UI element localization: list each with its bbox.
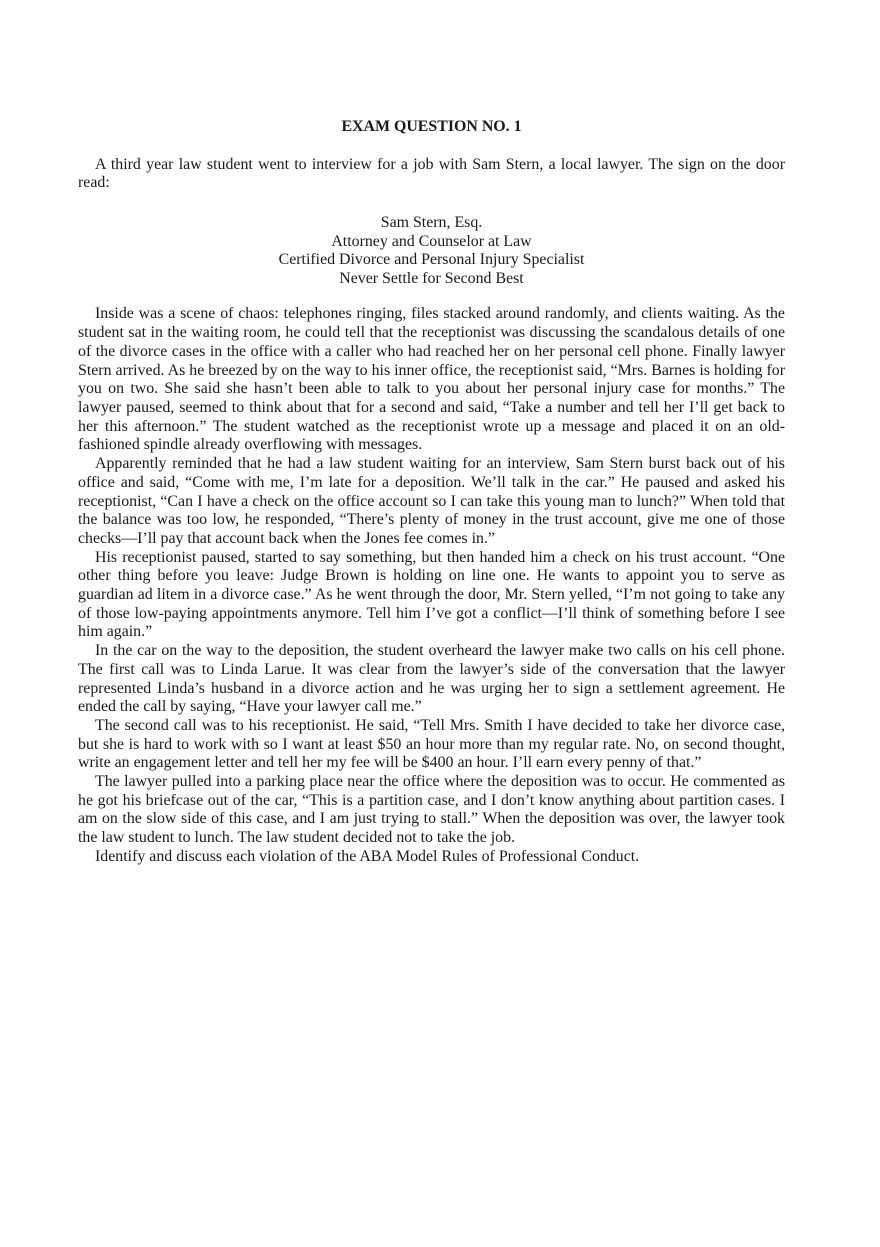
sign-line-title: Attorney and Counselor at Law <box>331 232 532 250</box>
page-title: EXAM QUESTION NO. 1 <box>341 118 522 135</box>
intro-paragraph: A third year law student went to interview for a job with Sam Stern, a local lawyer. The sign on the door read: <box>78 155 785 192</box>
door-sign <box>78 214 785 288</box>
paragraph-check: Apparently reminded that he had a law student waiting for an interview, Sam Stern burst back out of his office and said, “Come with me, I’m late for a deposition. We’ll talk in the car.” He paused and asked his receptionist, “Can I have a check on the office account so I can take this young man to lunch?” When told that the balance was too low, he responded, “There’s plenty of money in the trust account, give me one of those checks—I’ll pay that account back when the Jones fee comes in.” <box>78 455 785 547</box>
paragraph-partition: The lawyer pulled into a parking place near the office where the deposition was to occur. He commented as he got his briefcase out of the car, “This is a partition case, and I don’t know anything about partition cases. I am on the slow side of this case, and I am just trying to stall.” When the deposition was over, the lawyer took the law student to lunch. The law student decided not to take the job. <box>78 773 785 847</box>
sign-line-name: Sam Stern, Esq. <box>380 214 483 232</box>
paragraph-instruction: Identify and discuss each violation of the ABA Model Rules of Professional Conduct. <box>95 847 640 865</box>
paragraph-chaos: Inside was a scene of chaos: telephones ringing, files stacked around randomly, and clients waiting. As the student sat in the waiting room, he could tell that the receptionist was discussing the scandalous details of one of the divorce cases in the office with a caller who had reached her on her personal cell phone. Finally lawyer Stern arrived. As he breezed by on the way to his inner office, the receptionist said, “Mrs. Barnes is holding for you on two. She said she hasn’t been able to talk to you about her personal injury case for months.” The lawyer paused, seemed to think about that for a second and said, “Take a number and tell her I’ll get back to her this afternoon.” The student watched as the receptionist wrote up a message and placed it on an old-fashioned spindle already overflowing with messages. <box>78 305 785 454</box>
exam-page <box>78 118 785 867</box>
sign-line-specialty: Certified Divorce and Personal Injury Specialist <box>278 251 585 269</box>
paragraph-second-call: The second call was to his receptionist. He said, “Tell Mrs. Smith I have decided to take her divorce case, but she is hard to work with so I want at least $50 an hour more than my regular rate. No, on second thought, write an engagement letter and tell her my fee will be $400 an hour. I’ll earn every penny of that.” <box>78 716 785 772</box>
sign-line-motto: Never Settle for Second Best <box>339 269 524 287</box>
paragraph-trust-account: His receptionist paused, started to say something, but then handed him a check on his trust account. “One other thing before you leave: Judge Brown is holding on line one. He wants to appoint you to serve as guardian ad litem in a divorce case.” As he went through the door, Mr. Stern yelled, “I’m not going to take any of those low-paying appointments anymore. Tell him I’ve got a conflict—I’ll think of something before I see him again.” <box>78 548 785 641</box>
paragraph-first-call: In the car on the way to the deposition, the student overheard the lawyer make two calls on his cell phone. The first call was to Linda Larue. It was clear from the lawyer’s side of the conversation that the lawyer represented Linda’s husband in a divorce action and he was urging her to sign a settlement agreement. He ended the call by saying, “Have your lawyer call me.” <box>78 642 785 716</box>
